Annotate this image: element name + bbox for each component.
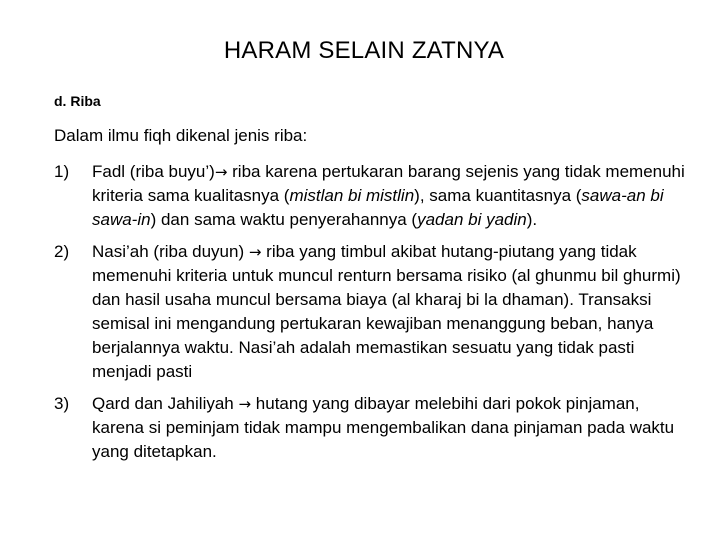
section-subheading: d. Riba bbox=[54, 93, 101, 109]
list-item bbox=[54, 240, 694, 384]
arrow-right-icon: → bbox=[248, 243, 262, 261]
item-term: Fadl (riba buyu’) bbox=[92, 162, 215, 181]
list-item-body bbox=[92, 160, 694, 232]
item-term: Nasi’ah (riba duyun) bbox=[92, 242, 249, 261]
item-text: ), sama kuantitasnya ( bbox=[414, 186, 582, 205]
list-item-body bbox=[92, 392, 694, 464]
item-text: riba yang timbul akibat hutang-piutang yang tidak memenuhi kriteria untuk muncul renturn bersama risiko (al ghunmu bil ghurmi) dan hasil usaha muncul bersama biaya (al kharaj bi la dhaman). Transaksi semisal ini mengandung pertukaran kewajiban menanggung beban, hanya berjalannya waktu. Nasi’ah adalah memastikan sesuatu yang tidak pasti menjadi pasti bbox=[92, 242, 681, 381]
list-number: 1) bbox=[54, 162, 70, 181]
list-item-body bbox=[92, 240, 694, 384]
list-number: 3) bbox=[54, 394, 70, 413]
list-item bbox=[54, 160, 694, 232]
riba-types-list bbox=[54, 160, 694, 472]
arrow-right-icon: → bbox=[214, 163, 228, 181]
intro-text: Dalam ilmu fiqh dikenal jenis riba: bbox=[54, 126, 308, 145]
list-number: 2) bbox=[54, 242, 70, 261]
item-term: Qard dan Jahiliyah bbox=[92, 394, 239, 413]
item-italic-term: sawa-an bi sawa-in bbox=[92, 186, 664, 229]
item-italic-term: yadan bi yadin bbox=[417, 210, 527, 229]
item-italic-term: mistlan bi mistlin bbox=[289, 186, 415, 205]
arrow-right-icon: → bbox=[238, 395, 252, 413]
item-text: riba karena pertukaran barang sejenis yang tidak memenuhi kriteria sama kualitasnya ( bbox=[92, 162, 685, 205]
list-item bbox=[54, 392, 694, 464]
item-text: hutang yang dibayar melebihi dari pokok pinjaman, karena si peminjam tidak mampu mengembalikan dana pinjaman pada waktu yang ditetapkan. bbox=[92, 394, 675, 461]
page-title: HARAM SELAIN ZATNYA bbox=[223, 37, 505, 64]
item-text: ) dan sama waktu penyerahannya ( bbox=[150, 210, 418, 229]
item-text: ). bbox=[526, 210, 538, 229]
